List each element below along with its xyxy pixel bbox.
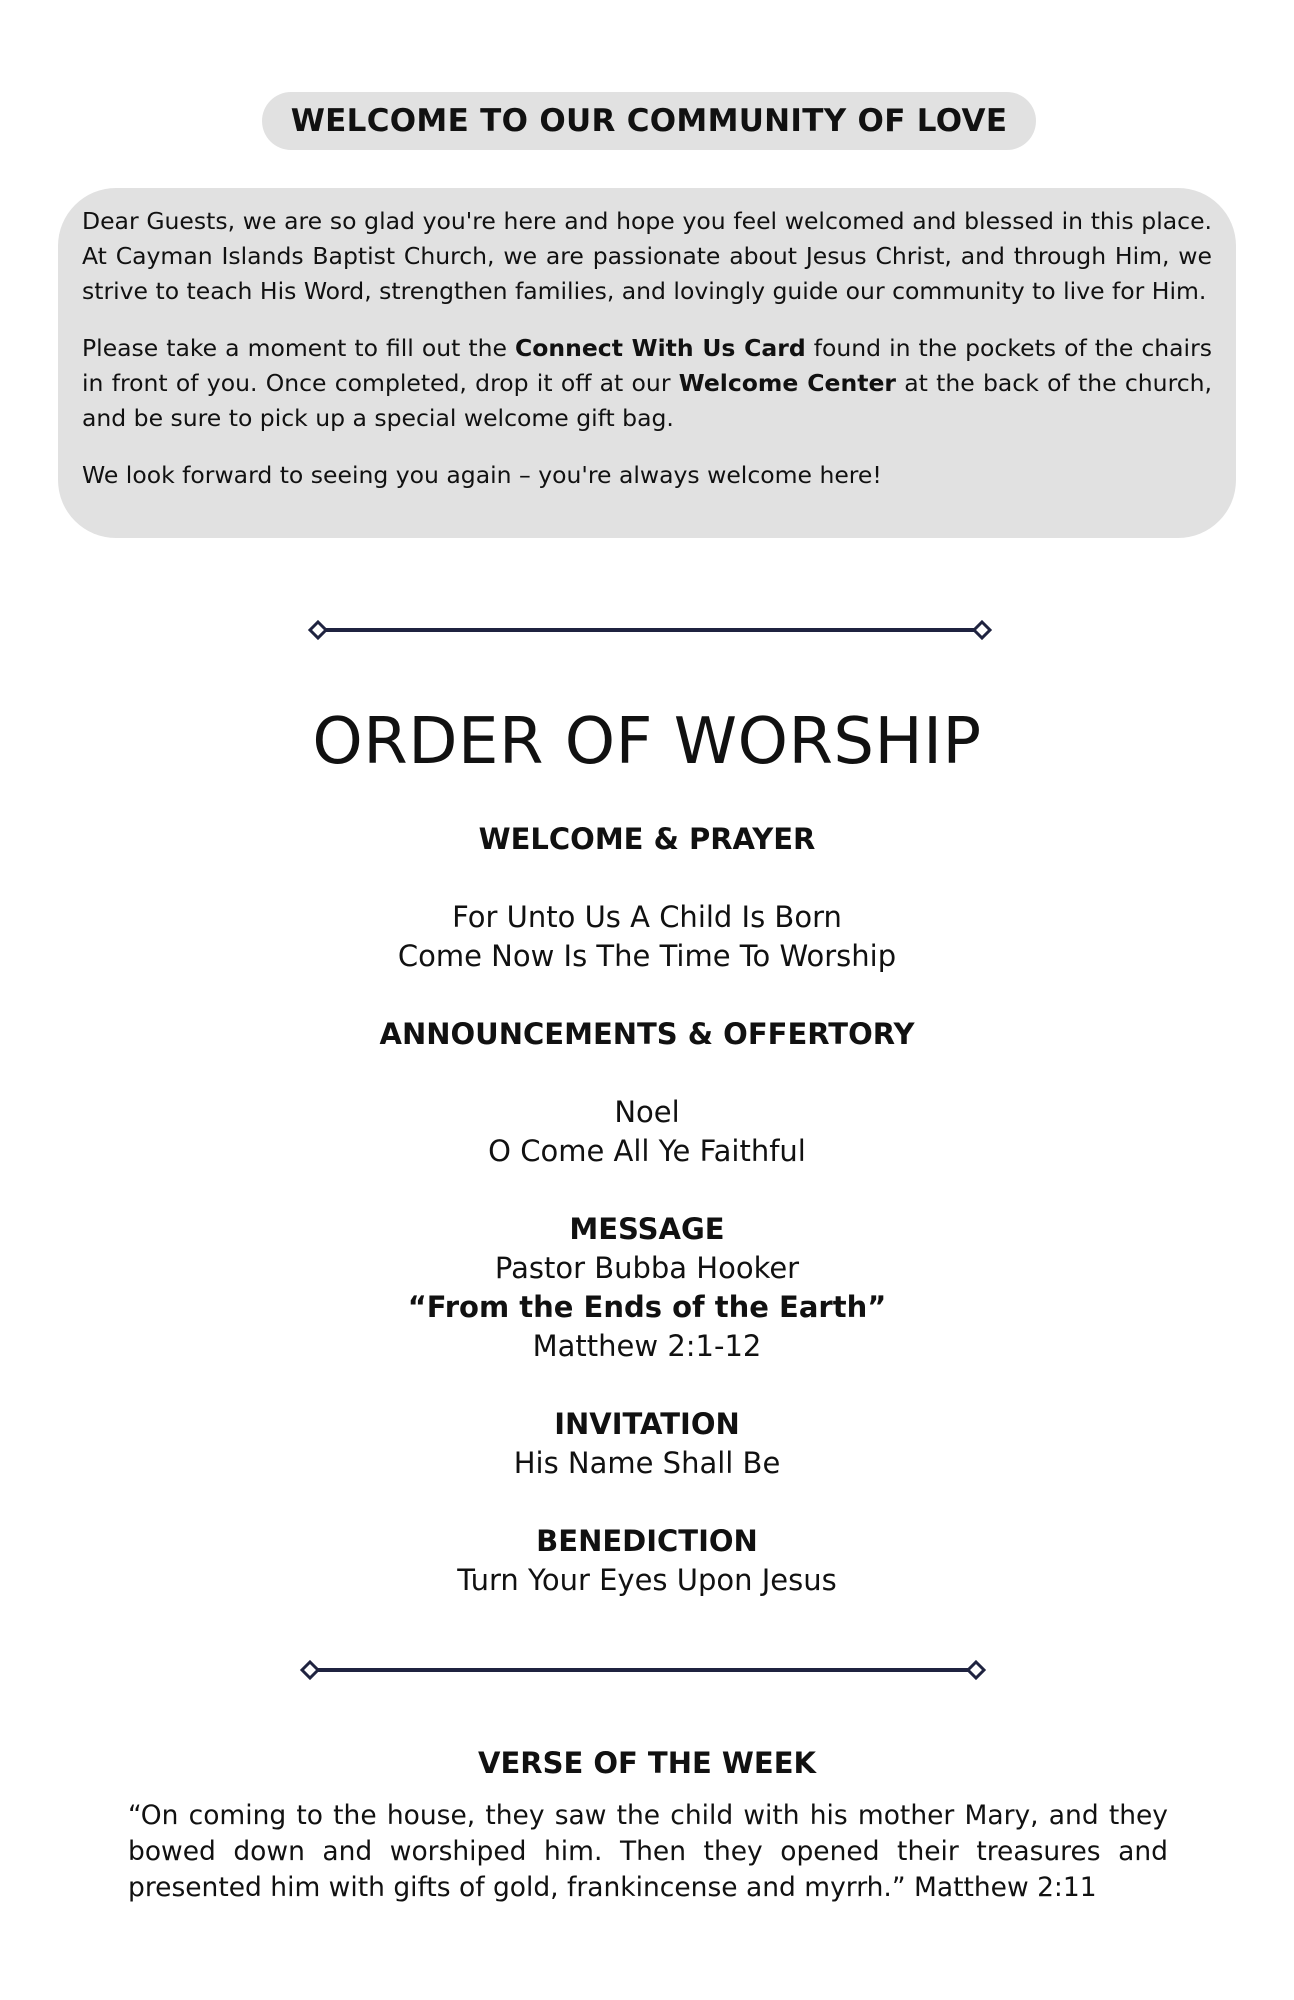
announcements-heading: ANNOUNCEMENTS & OFFERTORY bbox=[379, 1017, 915, 1051]
benediction-heading: BENEDICTION bbox=[536, 1524, 758, 1558]
paragraph-2-text-c: at the back of the church, and be sure to pick up a special welcome gift bag. bbox=[82, 369, 1213, 432]
invitation-heading: INVITATION bbox=[554, 1407, 740, 1441]
welcome-heading: WELCOME TO OUR COMMUNITY OF LOVE bbox=[262, 92, 1036, 150]
paragraph-2-text-b: found in the pockets of the chairs in front of you. Once completed, drop it off at our bbox=[82, 334, 1212, 397]
order-of-worship-title: ORDER OF WORSHIP bbox=[312, 705, 982, 779]
welcome-paragraph-2 bbox=[82, 331, 1212, 436]
verse-text: “On coming to the house, they saw the child with his mother Mary, and they bowed down and worshiped him. Then they opened their treasures and presented him with gifts of gold, frankincense and myrrh.” Matthew 2:11 bbox=[128, 1800, 1168, 1903]
top-divider bbox=[0, 618, 1294, 642]
scripture-reference: Matthew 2:1-12 bbox=[532, 1329, 762, 1363]
song-item: Noel bbox=[614, 1095, 680, 1129]
song-item: Come Now Is The Time To Worship bbox=[397, 939, 897, 973]
connect-card-label: Connect With Us Card bbox=[514, 334, 806, 362]
song-item: For Unto Us A Child Is Born bbox=[452, 900, 842, 934]
invitation-song: His Name Shall Be bbox=[513, 1446, 781, 1480]
message-heading: MESSAGE bbox=[569, 1212, 725, 1246]
welcome-message-box bbox=[58, 188, 1236, 538]
preacher-name: Pastor Bubba Hooker bbox=[494, 1251, 800, 1285]
welcome-center-label: Welcome Center bbox=[678, 369, 896, 397]
welcome-prayer-heading: WELCOME & PRAYER bbox=[478, 822, 816, 856]
benediction-song: Turn Your Eyes Upon Jesus bbox=[457, 1563, 837, 1597]
welcome-paragraph-3: We look forward to seeing you again – you're always welcome here! bbox=[82, 461, 882, 489]
welcome-paragraph-1: Dear Guests, we are so glad you're here and hope you feel welcomed and blessed in this place. At Cayman Islands Baptist Church, we are passionate about Jesus Christ, and through Him, we strive to teach His Word, strengthen families, and lovingly guide our community to live for Him. bbox=[82, 207, 1212, 305]
paragraph-2-text-a: Please take a moment to fill out the bbox=[82, 334, 515, 362]
verse-of-the-week-heading: VERSE OF THE WEEK bbox=[478, 1746, 816, 1780]
bottom-divider bbox=[0, 1658, 1294, 1682]
order-of-worship-list bbox=[0, 820, 1294, 1600]
sermon-title: “From the Ends of the Earth” bbox=[407, 1290, 887, 1324]
song-item: O Come All Ye Faithful bbox=[488, 1134, 806, 1168]
